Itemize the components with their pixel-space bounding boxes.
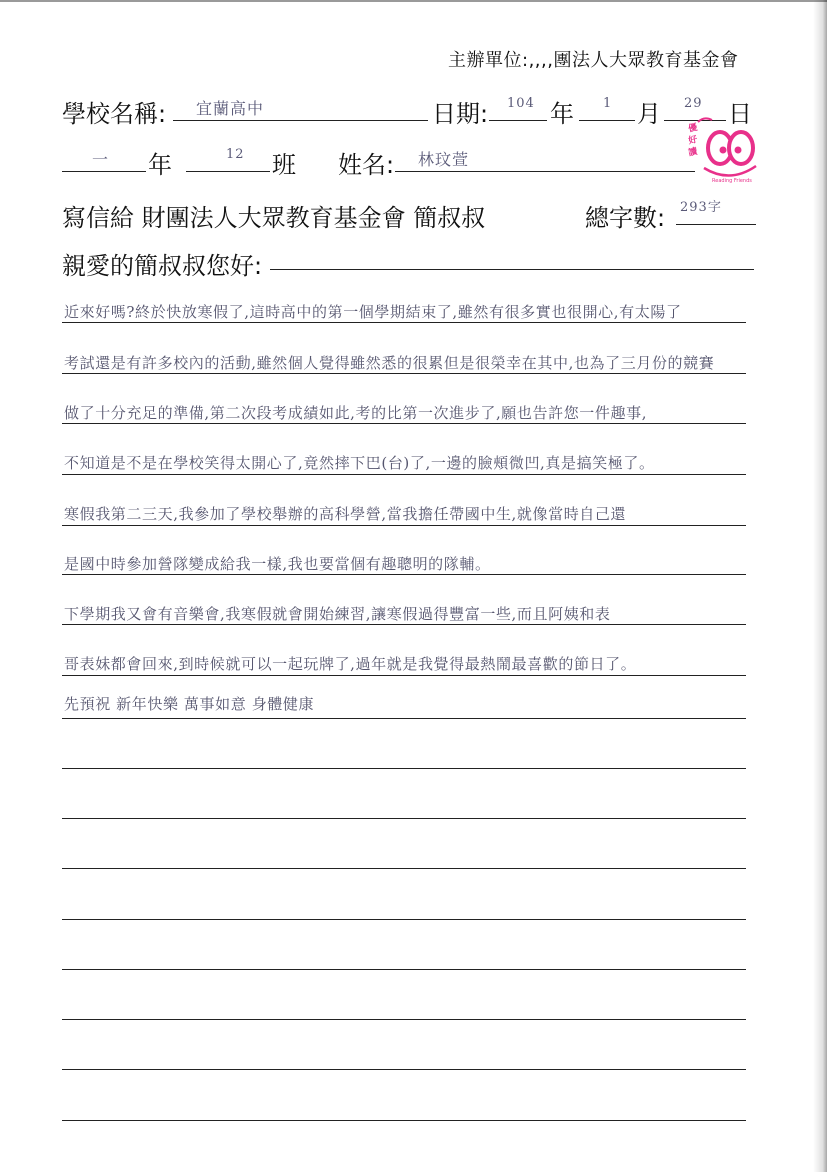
rule-line (62, 969, 746, 970)
letter-line: 是國中時參加營隊變成給我一樣,我也要當個有趣聰明的隊輔。 (64, 555, 491, 573)
date-label: 日期: (432, 100, 489, 128)
rule-line (62, 675, 746, 676)
rule-line (62, 423, 746, 424)
rule-line (62, 919, 746, 920)
letter-line: 哥表妹都會回來,到時候就可以一起玩牌了,過年就是我覺得最熱鬧最喜歡的節日了。 (64, 655, 637, 673)
month-label: 月 (637, 100, 661, 128)
school-value: 宜蘭高中 (196, 99, 265, 118)
letter-line: 考試還是有許多校內的活動,雖然個人覺得雖然悉的很累但是很榮幸在其中,也為了三月份的競賽 (64, 354, 715, 372)
svg-text:好: 好 (687, 134, 699, 147)
rule-line (62, 1069, 746, 1070)
year-value: 104 (507, 96, 535, 111)
letter-line: 近來好嗎?終於快放寒假了,這時高中的第一個學期結束了,雖然有很多實也很開心,有太陽了 (64, 303, 682, 321)
organizer-header: 主辦單位:,,,,團法人大眾教育基金會 (448, 50, 739, 71)
day-label: 日 (728, 100, 752, 128)
year-label: 年 (550, 100, 574, 128)
reading-mascot-logo (686, 112, 760, 186)
rule-line (62, 818, 746, 819)
recipient-line: 寫信給 財團法人大眾教育基金會 簡叔叔 (62, 204, 486, 232)
letter-line: 寒假我第二三天,我參加了學校舉辦的高科學營,當我擔任帶國中生,就像當時自己還 (64, 505, 627, 523)
month-value: 1 (603, 96, 613, 111)
class-label: 班 (272, 151, 296, 179)
day-value: 29 (684, 96, 703, 111)
scan-top-edge (0, 0, 827, 2)
rule-line (62, 1120, 746, 1121)
rule-line (62, 474, 746, 475)
rule-line (62, 322, 746, 323)
rule-line (62, 718, 746, 719)
svg-text:Reading Friends: Reading Friends (712, 178, 752, 184)
name-value: 林玟萱 (418, 150, 470, 169)
wordcount-label: 總字數: (585, 204, 666, 232)
rule-line (62, 525, 746, 526)
name-label: 姓名: (338, 151, 395, 179)
class-value: 12 (226, 147, 245, 162)
letter-line: 下學期我又會有音樂會,我寒假就會開始練習,讓寒假過得豐富一些,而且阿姨和表 (64, 605, 611, 623)
rule-line (62, 373, 746, 374)
greeting: 親愛的簡叔叔您好: (62, 252, 263, 280)
svg-text:優: 優 (687, 122, 699, 135)
letter-line: 做了十分充足的準備,第二次段考成績如此,考的比第一次進步了,願也告許您一件趣事, (64, 404, 648, 422)
letter-line: 不知道是不是在學校笑得太開心了,竟然摔下巴(台)了,一邊的臉頰微凹,真是搞笑極了。 (64, 454, 655, 472)
svg-text:讀: 讀 (687, 146, 699, 159)
rule-line (62, 868, 746, 869)
greeting-rule (270, 269, 754, 270)
rule-line (62, 1019, 746, 1020)
scan-right-shadow (813, 0, 827, 1172)
grade-label: 年 (148, 151, 172, 179)
grade-value: 一 (92, 150, 110, 169)
wordcount-value: 293字 (680, 200, 722, 215)
mascot-eyes-icon (686, 112, 760, 186)
rule-line (62, 624, 746, 625)
rule-line (62, 574, 746, 575)
school-label: 學校名稱: (62, 100, 167, 128)
rule-line (62, 768, 746, 769)
letter-line: 先預祝 新年快樂 萬事如意 身體健康 (64, 695, 315, 713)
